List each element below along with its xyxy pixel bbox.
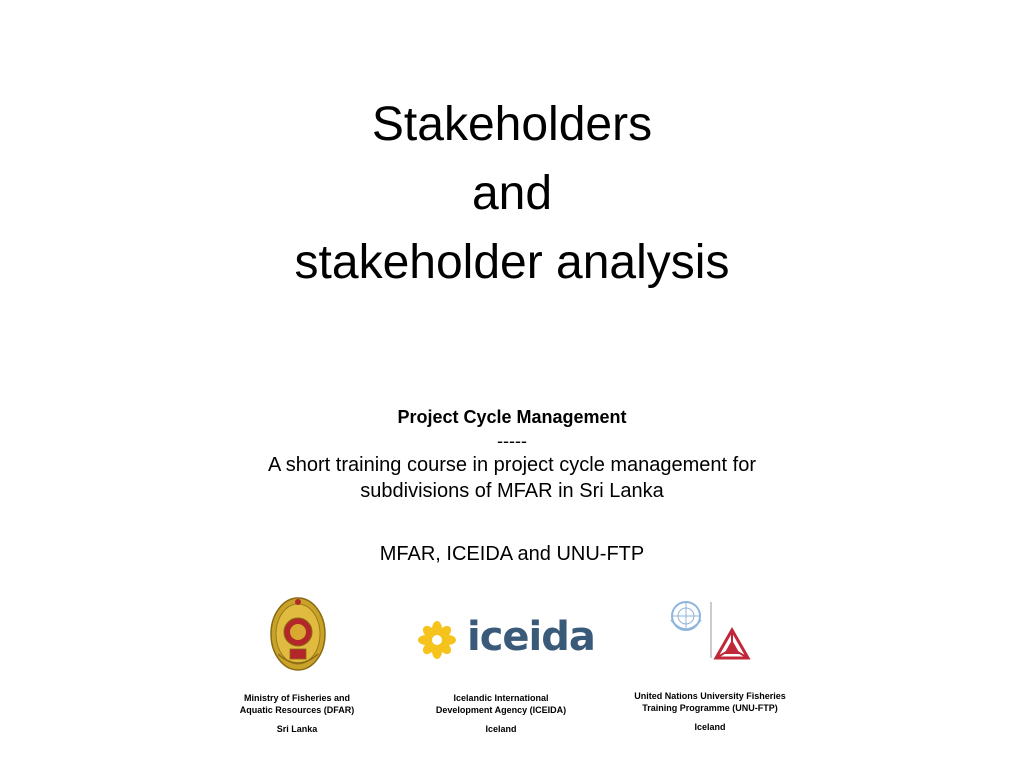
slide-title: [0, 90, 1024, 297]
title-line-2: and: [471, 167, 553, 220]
iceida-logo: [415, 614, 595, 664]
caption-dfar-country: Sri Lanka: [276, 724, 318, 734]
course-description-line-1: A short training course in project cycle management for: [267, 454, 757, 476]
course-heading: Project Cycle Management: [397, 407, 627, 427]
caption-iceida: [415, 692, 587, 735]
course-info: [0, 404, 1024, 504]
caption-iceida-line-1: Icelandic International: [453, 693, 549, 703]
caption-unu-ftp-line-2: Training Programme (UNU-FTP): [642, 703, 778, 713]
flower-icon: [418, 621, 456, 659]
caption-iceida-country: Iceland: [485, 724, 517, 734]
title-line-3: stakeholder analysis: [294, 236, 730, 289]
caption-unu-ftp-line-1: United Nations University Fisheries: [634, 691, 786, 701]
un-globe-icon: [671, 602, 701, 630]
caption-dfar-line-1: Ministry of Fisheries and: [243, 693, 351, 703]
iceida-wordmark: iceida: [467, 614, 595, 660]
caption-dfar: [217, 692, 377, 735]
caption-dfar-line-2: Aquatic Resources (DFAR): [239, 705, 355, 715]
unu-ftp-emblem-icon: [716, 630, 748, 658]
caption-iceida-line-2: Development Agency (ICEIDA): [435, 705, 567, 715]
title-line-1: Stakeholders: [371, 98, 653, 151]
unu-ftp-logo: [668, 598, 753, 668]
separator: -----: [497, 431, 527, 451]
caption-unu-ftp: [612, 690, 808, 733]
caption-unu-ftp-country: Iceland: [694, 722, 726, 732]
emblem-icon: [268, 594, 328, 674]
course-description-line-2: subdivisions of MFAR in Sri Lanka: [360, 480, 664, 502]
sri-lanka-emblem-logo: [268, 594, 328, 674]
partners-line: MFAR, ICEIDA and UNU-FTP: [379, 543, 645, 565]
